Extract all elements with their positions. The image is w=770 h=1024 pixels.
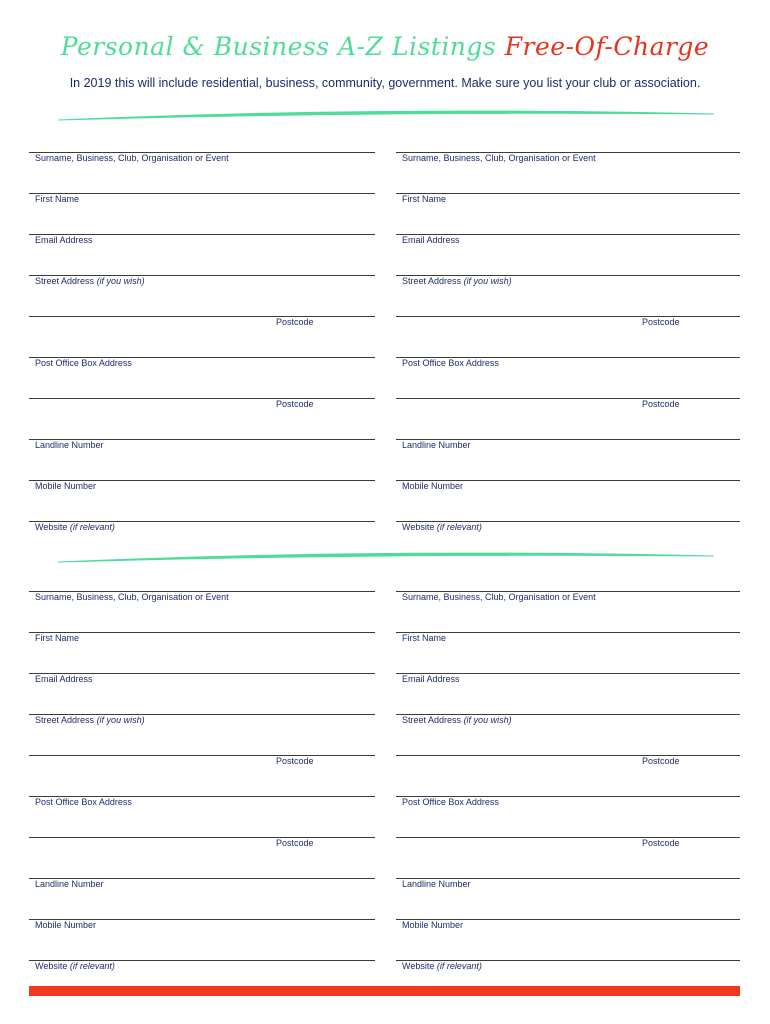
surname-field[interactable] <box>396 152 740 164</box>
postcode-label: Postcode <box>642 317 680 327</box>
field-underline <box>29 398 375 399</box>
field-label-text: Website <box>402 522 435 532</box>
street-postcode-field[interactable] <box>396 755 740 767</box>
landline-field[interactable] <box>396 878 740 890</box>
field-label <box>402 481 463 491</box>
field-label <box>402 358 499 368</box>
field-underline <box>29 755 375 756</box>
field-label-text: Surname, Business, Club, Organisation or Event <box>402 153 596 163</box>
street-address-field[interactable] <box>396 714 740 726</box>
website-field[interactable] <box>396 521 740 533</box>
landline-field[interactable] <box>29 439 375 451</box>
website-field[interactable] <box>29 960 375 972</box>
postcode-label: Postcode <box>276 317 314 327</box>
field-label <box>35 715 145 725</box>
field-label-note: (if you wish) <box>463 276 512 286</box>
email-field[interactable] <box>396 234 740 246</box>
field-label-text: Post Office Box Address <box>402 797 499 807</box>
field-label-text: Post Office Box Address <box>35 797 132 807</box>
website-field[interactable] <box>29 521 375 533</box>
field-label <box>402 633 446 643</box>
mobile-field[interactable] <box>29 919 375 931</box>
divider-swoosh-middle <box>0 550 770 564</box>
field-label <box>35 961 115 971</box>
field-label <box>402 961 482 971</box>
mobile-field[interactable] <box>396 480 740 492</box>
field-label-text: Mobile Number <box>35 920 97 930</box>
first-name-field[interactable] <box>29 193 375 205</box>
email-field[interactable] <box>396 673 740 685</box>
postcode-label: Postcode <box>276 399 314 409</box>
field-label <box>402 920 463 930</box>
street-postcode-field[interactable] <box>29 755 375 767</box>
field-label-text: Website <box>35 522 68 532</box>
field-label-text: Street Address <box>402 715 462 725</box>
field-label-text: Landline Number <box>402 440 471 450</box>
field-label <box>402 674 460 684</box>
postcode-label: Postcode <box>642 399 680 409</box>
field-label-text: Post Office Box Address <box>402 358 499 368</box>
field-label <box>402 522 482 532</box>
field-label <box>402 194 446 204</box>
field-label <box>35 797 132 807</box>
field-label-text: Email Address <box>402 235 460 245</box>
field-label <box>35 440 104 450</box>
field-label-text: Email Address <box>35 235 93 245</box>
field-underline <box>396 755 740 756</box>
website-field[interactable] <box>396 960 740 972</box>
divider-swoosh-top <box>0 108 770 122</box>
email-field[interactable] <box>29 673 375 685</box>
field-label <box>35 522 115 532</box>
field-label-text: Landline Number <box>402 879 471 889</box>
field-label-text: Website <box>402 961 435 971</box>
first-name-field[interactable] <box>396 632 740 644</box>
field-underline <box>396 316 740 317</box>
title-highlight: Free-Of-Charge <box>504 32 710 61</box>
field-label <box>35 481 96 491</box>
po-box-field[interactable] <box>29 357 375 369</box>
field-underline <box>29 632 375 633</box>
field-label-text: Surname, Business, Club, Organisation or Event <box>35 592 229 602</box>
field-label <box>35 879 104 889</box>
field-label <box>35 153 229 163</box>
field-label <box>402 715 512 725</box>
field-label-note: (if relevant) <box>69 961 115 971</box>
field-underline <box>396 398 740 399</box>
postcode-label: Postcode <box>276 756 314 766</box>
field-underline <box>29 837 375 838</box>
field-label <box>35 920 96 930</box>
first-name-field[interactable] <box>29 632 375 644</box>
page-subtitle: In 2019 this will include residential, business, community, government. Make sure you list your club or association. <box>69 76 701 90</box>
field-label <box>402 592 596 602</box>
field-label-text: First Name <box>35 633 80 643</box>
field-label <box>402 797 499 807</box>
street-address-field[interactable] <box>396 275 740 287</box>
field-label-text: Landline Number <box>35 440 104 450</box>
field-label-text: First Name <box>402 633 447 643</box>
page-title <box>0 32 770 61</box>
field-label-text: Mobile Number <box>402 481 464 491</box>
field-label <box>35 633 79 643</box>
field-label-text: Surname, Business, Club, Organisation or Event <box>35 153 229 163</box>
field-underline <box>396 193 740 194</box>
field-label <box>402 153 596 163</box>
po-box-field[interactable] <box>396 357 740 369</box>
field-underline <box>29 193 375 194</box>
field-label-text: Surname, Business, Club, Organisation or Event <box>402 592 596 602</box>
field-label-note: (if relevant) <box>436 961 482 971</box>
street-address-field[interactable] <box>29 275 375 287</box>
mobile-field[interactable] <box>396 919 740 931</box>
field-label-note: (if relevant) <box>436 522 482 532</box>
field-label <box>35 592 229 602</box>
field-label <box>35 674 93 684</box>
footer-bar <box>29 986 740 996</box>
field-label <box>402 235 460 245</box>
field-label <box>402 879 471 889</box>
field-label-text: First Name <box>35 194 80 204</box>
street-postcode-field[interactable] <box>29 316 375 328</box>
field-label-text: Landline Number <box>35 879 104 889</box>
street-address-field[interactable] <box>29 714 375 726</box>
field-label-note: (if you wish) <box>96 276 145 286</box>
field-label <box>35 358 132 368</box>
field-label-note: (if you wish) <box>463 715 512 725</box>
field-underline <box>29 316 375 317</box>
field-label-text: Post Office Box Address <box>35 358 132 368</box>
field-label-note: (if relevant) <box>69 522 115 532</box>
landline-field[interactable] <box>396 439 740 451</box>
surname-field[interactable] <box>29 591 375 603</box>
title-main: Personal & Business A-Z Listings <box>60 32 505 61</box>
field-label-text: Email Address <box>35 674 93 684</box>
field-label-text: Email Address <box>402 674 460 684</box>
surname-field[interactable] <box>29 152 375 164</box>
field-label-text: Street Address <box>402 276 462 286</box>
field-underline <box>396 837 740 838</box>
field-label <box>402 440 471 450</box>
field-label <box>402 276 512 286</box>
po-box-field[interactable] <box>396 796 740 808</box>
field-label-text: Mobile Number <box>402 920 464 930</box>
postcode-label: Postcode <box>276 838 314 848</box>
field-label-text: Street Address <box>35 276 95 286</box>
postcode-label: Postcode <box>642 838 680 848</box>
surname-field[interactable] <box>396 591 740 603</box>
field-underline <box>396 632 740 633</box>
field-label-text: Mobile Number <box>35 481 97 491</box>
landline-field[interactable] <box>29 878 375 890</box>
street-postcode-field[interactable] <box>396 316 740 328</box>
po-box-field[interactable] <box>29 796 375 808</box>
po-box-postcode-field[interactable] <box>396 398 740 410</box>
first-name-field[interactable] <box>396 193 740 205</box>
postcode-label: Postcode <box>642 756 680 766</box>
email-field[interactable] <box>29 234 375 246</box>
field-label <box>35 276 145 286</box>
field-label-note: (if you wish) <box>96 715 145 725</box>
field-label <box>35 235 93 245</box>
mobile-field[interactable] <box>29 480 375 492</box>
field-label-text: Street Address <box>35 715 95 725</box>
po-box-postcode-field[interactable] <box>29 837 375 849</box>
po-box-postcode-field[interactable] <box>396 837 740 849</box>
po-box-postcode-field[interactable] <box>29 398 375 410</box>
field-label-text: Website <box>35 961 68 971</box>
field-label <box>35 194 79 204</box>
field-label-text: First Name <box>402 194 447 204</box>
